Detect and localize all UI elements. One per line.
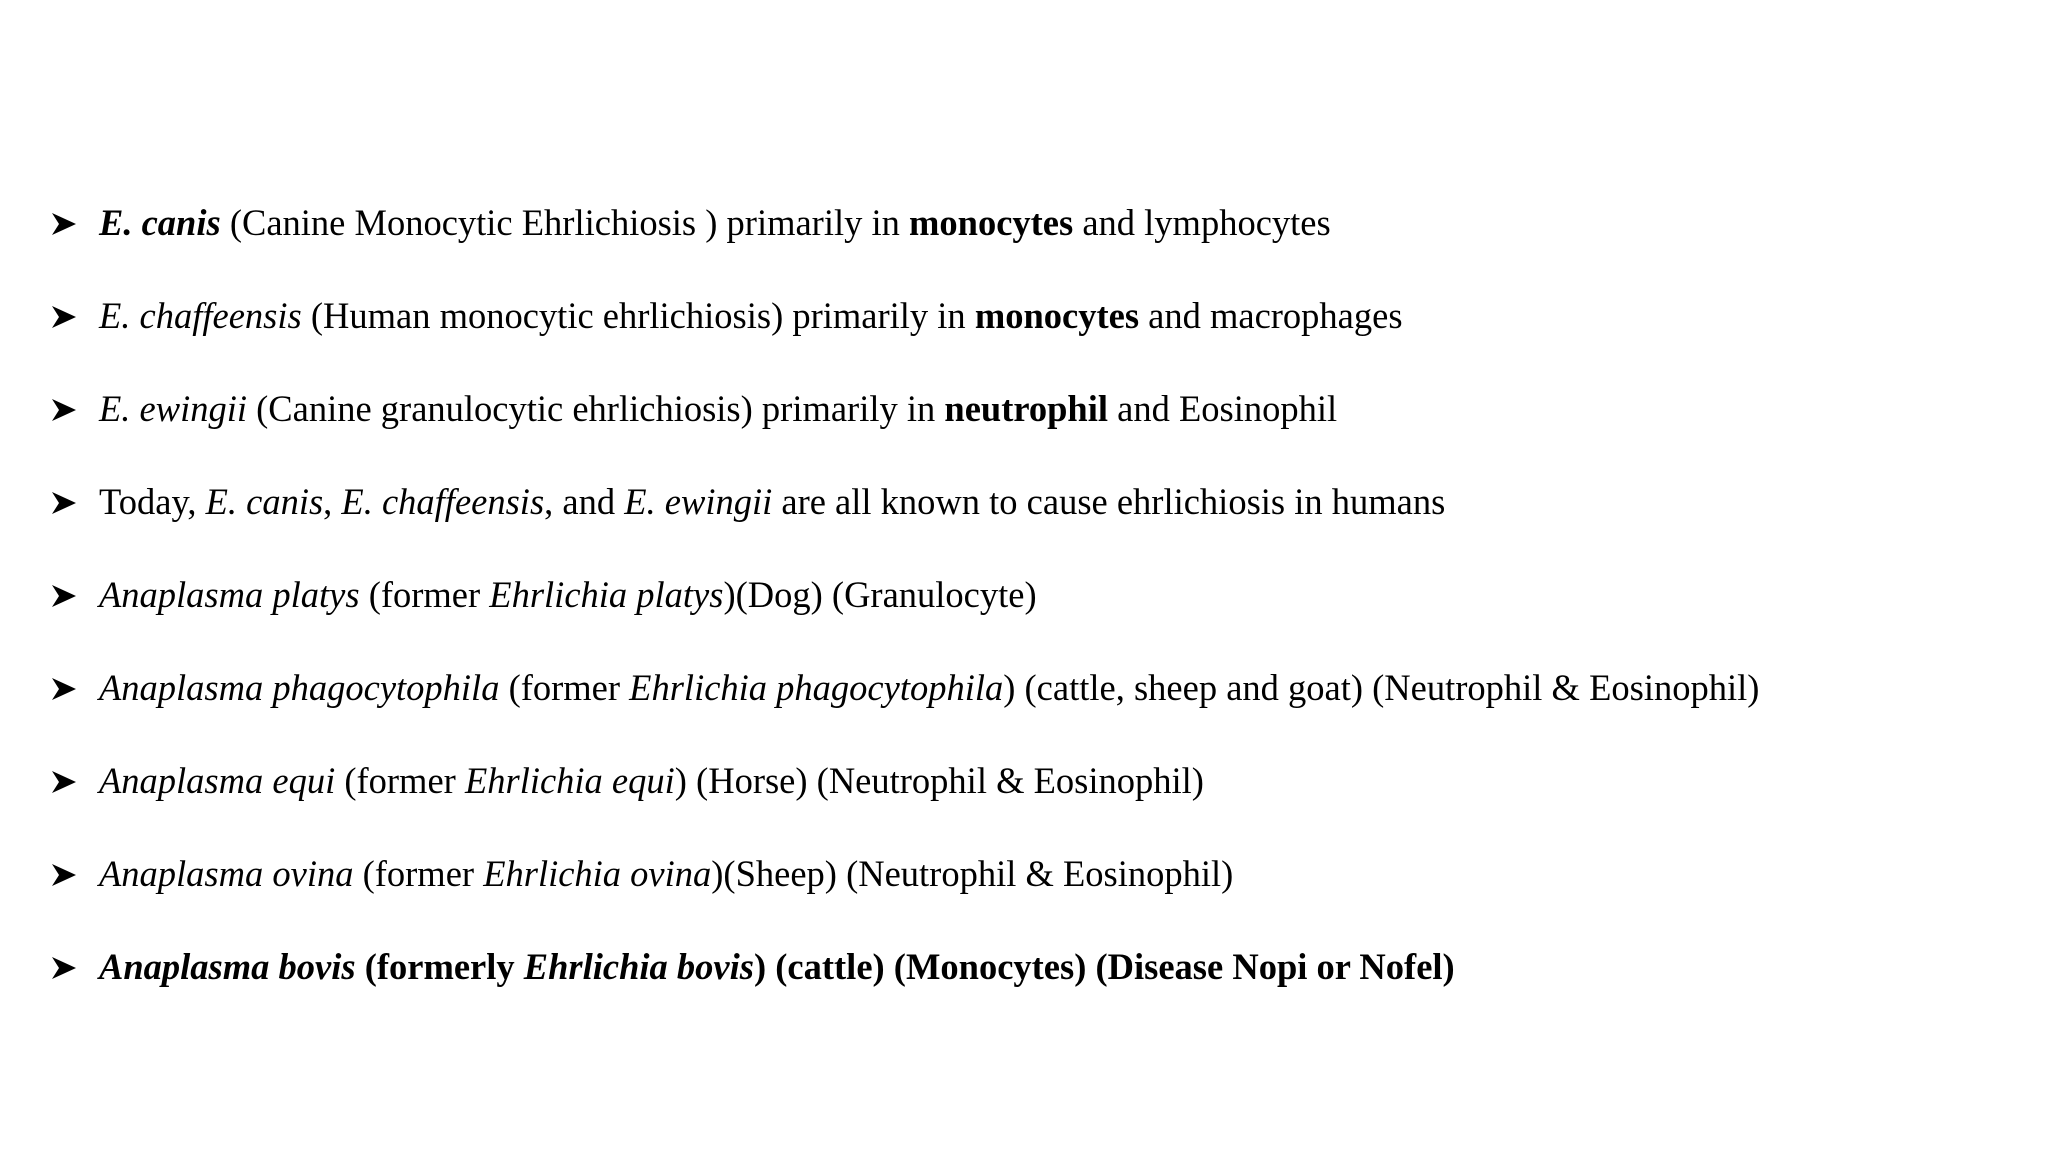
text-segment: Ehrlichia platys — [489, 574, 724, 615]
text-segment: (former — [353, 853, 484, 894]
text-segment: (Canine Monocytic Ehrlichiosis ) primarily in — [220, 202, 909, 243]
bullet-text — [99, 568, 1037, 622]
list-item — [50, 661, 2010, 754]
arrow-bullet-icon — [50, 210, 78, 238]
text-segment: (former — [359, 574, 490, 615]
text-segment: )(Dog) (Granulocyte) — [723, 574, 1037, 615]
bullet-text — [99, 475, 1445, 529]
bullet-text — [99, 382, 1337, 436]
text-segment: Ehrlichia bovis — [523, 946, 754, 987]
list-item — [50, 289, 2010, 382]
arrow-bullet-icon — [50, 954, 78, 982]
list-item — [50, 568, 2010, 661]
text-segment: , — [323, 481, 342, 522]
bullet-text — [99, 661, 1759, 715]
text-segment: Today, — [99, 481, 206, 522]
text-segment: Ehrlichia ovina — [483, 853, 712, 894]
arrow-bullet-icon — [50, 489, 78, 517]
bullet-text — [99, 754, 1204, 808]
text-segment: Ehrlichia phagocytophila — [629, 667, 1004, 708]
bullet-list — [50, 196, 2010, 1033]
list-item — [50, 754, 2010, 847]
text-segment: E. chaffeensis — [99, 295, 302, 336]
list-item — [50, 940, 2010, 1033]
text-segment: (former — [499, 667, 630, 708]
list-item — [50, 847, 2010, 940]
text-segment: E. canis — [99, 202, 221, 243]
text-segment: E. canis — [205, 481, 324, 522]
bullet-text — [99, 196, 1331, 250]
text-segment: E. chaffeensis — [341, 481, 545, 522]
text-segment: monocytes — [909, 202, 1074, 243]
arrow-bullet-icon — [50, 675, 78, 703]
text-segment: Anaplasma platys — [99, 574, 360, 615]
list-item — [50, 475, 2010, 568]
text-segment: ) (Horse) (Neutrophil & Eosinophil) — [674, 760, 1204, 801]
text-segment: Anaplasma equi — [99, 760, 336, 801]
text-segment: monocytes — [974, 295, 1140, 336]
text-segment: ) (cattle) (Monocytes) (Disease Nopi or Nofel) — [753, 946, 1455, 987]
text-segment: neutrophil — [944, 388, 1109, 429]
text-segment: are all known to cause ehrlichiosis in humans — [772, 481, 1446, 522]
text-segment: (formerly — [355, 946, 524, 987]
text-segment: and lymphocytes — [1073, 202, 1331, 243]
text-segment: (Human monocytic ehrlichiosis) primarily in — [301, 295, 975, 336]
list-item — [50, 382, 2010, 475]
arrow-bullet-icon — [50, 303, 78, 331]
bullet-text — [99, 847, 1233, 901]
bullet-text — [99, 940, 1455, 994]
text-segment: Anaplasma bovis — [99, 946, 356, 987]
text-segment: (Canine granulocytic ehrlichiosis) primarily in — [247, 388, 945, 429]
text-segment: ) (cattle, sheep and goat) (Neutrophil & Eosinophil) — [1003, 667, 1760, 708]
text-segment: E. ewingii — [99, 388, 248, 429]
text-segment: and macrophages — [1139, 295, 1403, 336]
arrow-bullet-icon — [50, 768, 78, 796]
text-segment: (former — [335, 760, 465, 801]
bullet-text — [99, 289, 1403, 343]
text-segment: , and — [544, 481, 625, 522]
text-segment: )(Sheep) (Neutrophil & Eosinophil) — [711, 853, 1234, 894]
text-segment: E. ewingii — [624, 481, 773, 522]
text-segment: Anaplasma ovina — [99, 853, 354, 894]
list-item — [50, 196, 2010, 289]
text-segment: Ehrlichia equi — [464, 760, 675, 801]
arrow-bullet-icon — [50, 861, 78, 889]
arrow-bullet-icon — [50, 396, 78, 424]
arrow-bullet-icon — [50, 582, 78, 610]
text-segment: and Eosinophil — [1108, 388, 1338, 429]
text-segment: Anaplasma phagocytophila — [99, 667, 500, 708]
